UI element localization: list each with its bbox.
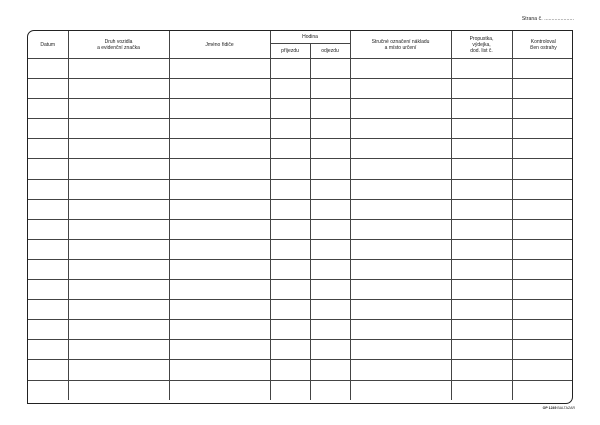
table-cell[interactable] [350, 300, 451, 320]
table-cell[interactable] [451, 300, 512, 320]
table-cell[interactable] [350, 59, 451, 79]
table-row [28, 360, 573, 380]
table-cell[interactable] [310, 139, 350, 159]
table-cell[interactable] [512, 79, 573, 99]
table-cell[interactable] [28, 280, 68, 300]
table-cell[interactable] [169, 300, 270, 320]
table-cell[interactable] [310, 280, 350, 300]
table-cell[interactable] [68, 360, 169, 380]
table-row [28, 199, 573, 219]
table-cell[interactable] [451, 219, 512, 239]
table-cell[interactable] [68, 320, 169, 340]
form-frame [27, 30, 573, 404]
table-cell[interactable] [169, 159, 270, 179]
table-cell[interactable] [451, 259, 512, 279]
table-cell[interactable] [270, 119, 310, 139]
table-cell[interactable] [310, 219, 350, 239]
table-cell[interactable] [512, 159, 573, 179]
table-cell[interactable] [68, 139, 169, 159]
table-cell[interactable] [270, 320, 310, 340]
table-cell[interactable] [512, 199, 573, 219]
table-cell[interactable] [451, 320, 512, 340]
table-row [28, 79, 573, 99]
table-cell[interactable] [451, 159, 512, 179]
table-cell[interactable] [28, 340, 68, 360]
table-row [28, 239, 573, 259]
table-cell[interactable] [169, 280, 270, 300]
table-cell[interactable] [28, 360, 68, 380]
table-cell[interactable] [28, 119, 68, 139]
table-cell[interactable] [169, 119, 270, 139]
table-cell[interactable] [310, 380, 350, 400]
header-checked: Kontroloval člen ostrahy [512, 31, 573, 59]
table-cell[interactable] [350, 119, 451, 139]
header-cargo: Stručné označení nákladu a místo určení [350, 31, 451, 59]
table-cell[interactable] [310, 259, 350, 279]
table-cell[interactable] [28, 59, 68, 79]
header-permit: Propustka, výdejka, dod. list č. [451, 31, 512, 59]
table-cell[interactable] [310, 320, 350, 340]
table-cell[interactable] [270, 59, 310, 79]
form-code: OP 1249 [542, 406, 557, 410]
table-cell[interactable] [512, 320, 573, 340]
table-cell[interactable] [451, 79, 512, 99]
table-cell[interactable] [169, 199, 270, 219]
table-cell[interactable] [68, 340, 169, 360]
table-cell[interactable] [68, 380, 169, 400]
table-cell[interactable] [169, 179, 270, 199]
table-cell[interactable] [310, 340, 350, 360]
table-cell[interactable] [28, 219, 68, 239]
table-cell[interactable] [28, 380, 68, 400]
table-cell[interactable] [169, 340, 270, 360]
table-cell[interactable] [310, 159, 350, 179]
table-cell[interactable] [512, 239, 573, 259]
table-cell[interactable] [28, 239, 68, 259]
table-cell[interactable] [350, 179, 451, 199]
table-cell[interactable] [451, 119, 512, 139]
table-cell[interactable] [270, 219, 310, 239]
table-cell[interactable] [270, 139, 310, 159]
table-cell[interactable] [169, 79, 270, 99]
table-cell[interactable] [350, 99, 451, 119]
table-cell[interactable] [512, 59, 573, 79]
table-cell[interactable] [451, 179, 512, 199]
table-cell[interactable] [270, 300, 310, 320]
table-cell[interactable] [350, 139, 451, 159]
table-cell[interactable] [451, 239, 512, 259]
table-cell[interactable] [270, 259, 310, 279]
header-datum: Datum [28, 31, 68, 59]
table-cell[interactable] [169, 219, 270, 239]
table-cell[interactable] [350, 340, 451, 360]
table-cell[interactable] [310, 99, 350, 119]
table-row [28, 340, 573, 360]
table-row [28, 179, 573, 199]
table-cell[interactable] [169, 239, 270, 259]
table-cell[interactable] [310, 199, 350, 219]
table-cell[interactable] [512, 219, 573, 239]
table-row [28, 59, 573, 79]
brand-name: BALTAZAR [557, 406, 575, 410]
table-cell[interactable] [451, 380, 512, 400]
table-cell[interactable] [270, 340, 310, 360]
table-cell[interactable] [512, 179, 573, 199]
table-cell[interactable] [270, 159, 310, 179]
table-cell[interactable] [270, 179, 310, 199]
table-cell[interactable] [310, 300, 350, 320]
table-cell[interactable] [310, 179, 350, 199]
table-cell[interactable] [350, 219, 451, 239]
header-hodina: Hodina [270, 31, 350, 44]
table-row [28, 320, 573, 340]
table-cell[interactable] [350, 320, 451, 340]
table-row [28, 259, 573, 279]
table-cell[interactable] [512, 280, 573, 300]
table-cell[interactable] [28, 300, 68, 320]
table-cell[interactable] [512, 340, 573, 360]
table-cell[interactable] [169, 360, 270, 380]
table-cell[interactable] [68, 179, 169, 199]
table-cell[interactable] [512, 99, 573, 119]
table-row [28, 119, 573, 139]
table-body [28, 59, 573, 400]
table-cell[interactable] [512, 360, 573, 380]
table-cell[interactable] [310, 119, 350, 139]
table-cell[interactable] [310, 59, 350, 79]
table-row [28, 139, 573, 159]
table-cell[interactable] [451, 340, 512, 360]
table-cell[interactable] [350, 159, 451, 179]
table-cell[interactable] [512, 119, 573, 139]
vehicle-log-table [28, 31, 573, 400]
table-row [28, 300, 573, 320]
table-cell[interactable] [350, 199, 451, 219]
table-cell[interactable] [451, 139, 512, 159]
table-cell[interactable] [512, 139, 573, 159]
table-cell[interactable] [512, 380, 573, 400]
table-cell[interactable] [350, 259, 451, 279]
table-cell[interactable] [68, 219, 169, 239]
page-number-label: Strana č. .................... [521, 16, 574, 22]
table-cell[interactable] [310, 360, 350, 380]
table-row [28, 159, 573, 179]
header-arrival: příjezdu [270, 44, 310, 59]
table-cell[interactable] [512, 300, 573, 320]
table-cell[interactable] [28, 159, 68, 179]
table-cell[interactable] [28, 79, 68, 99]
table-cell[interactable] [68, 159, 169, 179]
table-cell[interactable] [169, 259, 270, 279]
table-cell[interactable] [270, 360, 310, 380]
table-cell[interactable] [28, 99, 68, 119]
table-cell[interactable] [350, 280, 451, 300]
table-cell[interactable] [350, 380, 451, 400]
header-departure: odjezdu [310, 44, 350, 59]
table-cell[interactable] [270, 199, 310, 219]
header-vehicle: Druh vozidla a evidenční značka [68, 31, 169, 59]
header-driver: Jméno řidiče [169, 31, 270, 59]
table-cell[interactable] [28, 199, 68, 219]
footer-code [543, 406, 575, 410]
table-cell[interactable] [169, 380, 270, 400]
table-cell[interactable] [28, 259, 68, 279]
table-row [28, 280, 573, 300]
table-cell[interactable] [68, 119, 169, 139]
table-cell[interactable] [270, 280, 310, 300]
table-cell[interactable] [451, 360, 512, 380]
table-cell[interactable] [270, 79, 310, 99]
table-cell[interactable] [68, 280, 169, 300]
table-cell[interactable] [28, 139, 68, 159]
table-row [28, 99, 573, 119]
table-cell[interactable] [28, 179, 68, 199]
table-cell[interactable] [270, 239, 310, 259]
table-cell[interactable] [68, 300, 169, 320]
table-cell[interactable] [68, 259, 169, 279]
table-cell[interactable] [451, 199, 512, 219]
table-row [28, 380, 573, 400]
table-cell[interactable] [350, 360, 451, 380]
table-cell[interactable] [512, 259, 573, 279]
table-cell[interactable] [451, 99, 512, 119]
table-cell[interactable] [68, 199, 169, 219]
table-cell[interactable] [350, 79, 451, 99]
table-cell[interactable] [451, 59, 512, 79]
table-cell[interactable] [169, 59, 270, 79]
table-row [28, 219, 573, 239]
table-cell[interactable] [68, 239, 169, 259]
table-cell[interactable] [68, 79, 169, 99]
table-cell[interactable] [270, 380, 310, 400]
table-cell[interactable] [350, 239, 451, 259]
table-cell[interactable] [68, 99, 169, 119]
table-cell[interactable] [68, 59, 169, 79]
table-cell[interactable] [451, 280, 512, 300]
table-cell[interactable] [169, 320, 270, 340]
table-cell[interactable] [310, 79, 350, 99]
table-cell[interactable] [169, 139, 270, 159]
table-cell[interactable] [169, 99, 270, 119]
table-cell[interactable] [310, 239, 350, 259]
table-cell[interactable] [28, 320, 68, 340]
table-cell[interactable] [270, 99, 310, 119]
